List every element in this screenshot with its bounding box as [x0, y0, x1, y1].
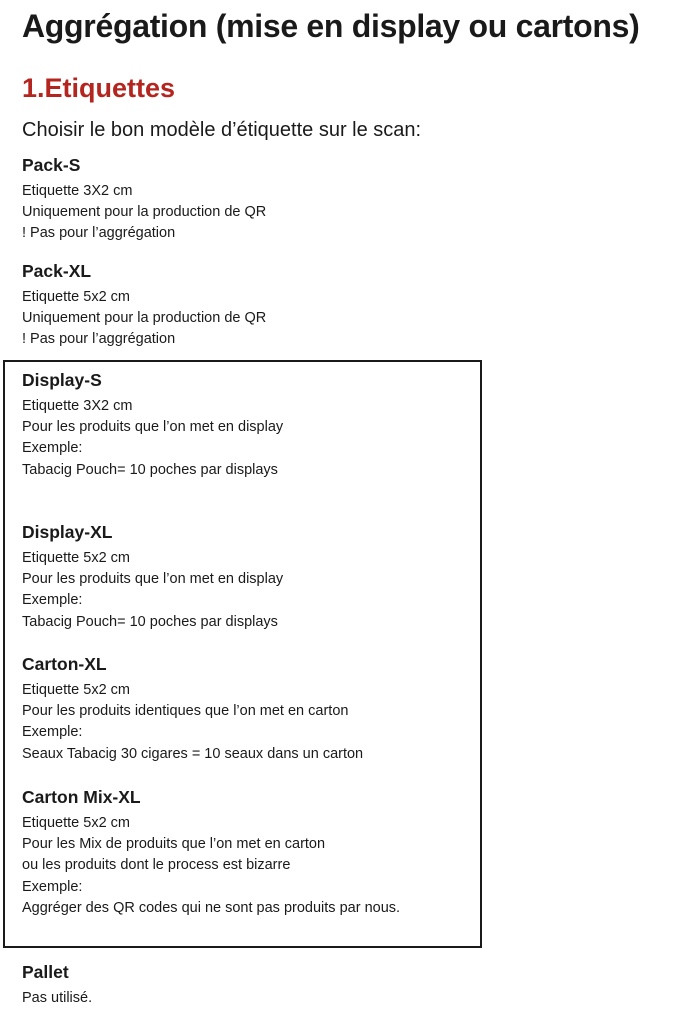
label-line: Aggréger des QR codes qui ne sont pas produits par nous. [22, 899, 401, 916]
label-line: Seaux Tabacig 30 cigares = 10 seaux dans un carton [22, 745, 364, 762]
label-line: Tabacig Pouch= 10 poches par displays [22, 461, 278, 478]
label-line: ! Pas pour l’aggrégation [22, 331, 176, 348]
label-description [22, 680, 363, 765]
label-line: Etiquette 5x2 cm [22, 289, 130, 305]
label-description [22, 988, 92, 1009]
label-line: Exemple: [22, 878, 83, 895]
label-pack-xl [22, 259, 266, 351]
label-description [22, 181, 266, 245]
label-line: ! Pas pour l’aggrégation [22, 225, 176, 242]
label-line: Etiquette 5x2 cm [22, 550, 130, 566]
label-name: Pack-XL [22, 261, 92, 281]
label-description [22, 813, 400, 919]
label-line: Pour les produits que l’on met en display [22, 419, 284, 436]
label-line: Etiquette 5x2 cm [22, 682, 130, 698]
label-name: Display-XL [22, 522, 113, 542]
label-line: Pour les produits que l’on met en display [22, 571, 284, 588]
label-line: Pour les produits identiques que l’on met en carton [22, 703, 349, 720]
label-name: Display-S [22, 370, 102, 390]
label-name: Pack-S [22, 155, 81, 175]
label-line: Exemple: [22, 724, 83, 741]
label-pack-s [22, 153, 266, 245]
label-line: ou les produits dont le process est bizarre [22, 857, 291, 874]
label-line: Exemple: [22, 440, 83, 457]
page-title: Aggrégation (mise en display ou cartons) [22, 8, 640, 44]
label-carton-xl [22, 652, 363, 765]
label-line: Exemple: [22, 592, 83, 609]
label-line: Pour les Mix de produits que l’on met en carton [22, 836, 326, 853]
label-description [22, 287, 266, 351]
label-name: Carton Mix-XL [22, 787, 141, 807]
section-intro: Choisir le bon modèle d’étiquette sur le scan: [22, 119, 422, 141]
label-name: Carton-XL [22, 654, 107, 674]
label-name: Pallet [22, 962, 69, 982]
label-line: Uniquement pour la production de QR [22, 204, 267, 221]
label-line: Etiquette 3X2 cm [22, 183, 133, 199]
label-pallet [22, 960, 92, 1009]
label-line: Pas utilisé. [22, 990, 93, 1006]
label-description [22, 396, 283, 481]
label-line: Etiquette 5x2 cm [22, 815, 130, 831]
label-line: Tabacig Pouch= 10 poches par displays [22, 613, 278, 630]
label-display-s [22, 368, 283, 481]
label-line: Etiquette 3X2 cm [22, 398, 133, 414]
label-display-xl [22, 520, 283, 633]
section-title: 1.Etiquettes [22, 73, 176, 103]
label-carton-mix-xl [22, 785, 400, 919]
label-line: Uniquement pour la production de QR [22, 310, 267, 327]
label-description [22, 548, 283, 633]
